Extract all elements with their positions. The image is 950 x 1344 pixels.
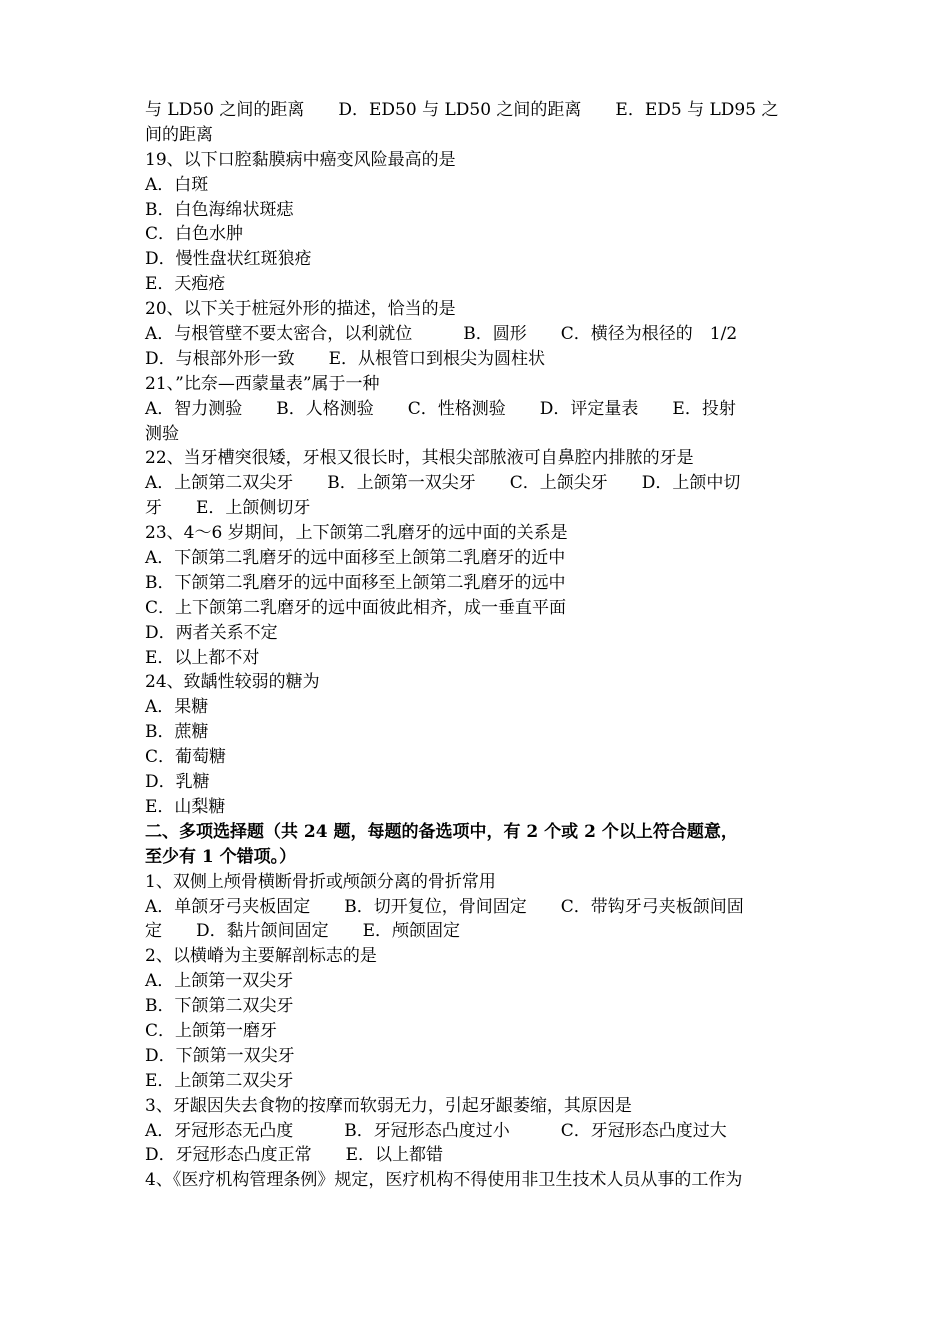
option-line: A．单颌牙弓夹板固定 B．切开复位，骨间固定 C．带钩牙弓夹板颌间固 bbox=[145, 896, 744, 917]
option-line: 定 D．黏片颌间固定 E．颅颌固定 bbox=[145, 921, 461, 942]
question-2: 2、以横嵴为主要解剖标志的是 bbox=[145, 946, 377, 967]
option-line: B．下颌第二乳磨牙的远中面移至上颌第二乳磨牙的远中 bbox=[145, 572, 566, 593]
text-line: 与 LD50 之间的距离 D．ED50 与 LD50 之间的距离 E．ED5 与 LD95 之 bbox=[145, 100, 779, 120]
question-1: 1、双侧上颅骨横断骨折或颅颌分离的骨折常用 bbox=[145, 871, 496, 892]
option-line: C．葡萄糖 bbox=[145, 747, 227, 768]
option-line: D．慢性盘状红斑狼疮 bbox=[145, 249, 312, 270]
option-line: D．与根部外形一致 E．从根管口到根尖为圆柱状 bbox=[145, 348, 546, 369]
question-22: 22、当牙槽突很矮，牙根又很长时，其根尖部脓液可自鼻腔内排脓的牙是 bbox=[145, 448, 694, 469]
option-line: B．白色海绵状斑痣 bbox=[145, 199, 294, 220]
question-21: 21、”比奈—西蒙量表”属于一种 bbox=[145, 373, 380, 394]
text-line: 间的距离 bbox=[145, 124, 213, 145]
section-heading: 至少有 1 个错项。） bbox=[145, 846, 297, 867]
option-line: C．上下颌第二乳磨牙的远中面彼此相齐，成一垂直平面 bbox=[145, 597, 567, 618]
option-line: E．天疱疮 bbox=[145, 274, 226, 295]
option-line: D．下颌第一双尖牙 bbox=[145, 1045, 295, 1066]
question-3: 3、牙龈因失去食物的按摩而软弱无力，引起牙龈萎缩，其原因是 bbox=[145, 1095, 632, 1116]
question-4: 4、《医疗机构管理条例》规定，医疗机构不得使用非卫生技术人员从事的工作为 bbox=[145, 1170, 743, 1191]
option-line: D．牙冠形态凸度正常 E．以上都错 bbox=[145, 1145, 444, 1166]
document-page bbox=[145, 98, 810, 1193]
option-line: A．智力测验 B．人格测验 C．性格测验 D．评定量表 E．投射 bbox=[145, 398, 736, 419]
option-line: A．上颌第一双尖牙 bbox=[145, 971, 294, 992]
option-line: A．与根管壁不要太密合，以利就位 B．圆形 C．横径为根径的 1/2 bbox=[145, 324, 738, 345]
option-line: E．上颌第二双尖牙 bbox=[145, 1070, 294, 1091]
question-19: 19、以下口腔黏膜病中癌变风险最高的是 bbox=[145, 149, 456, 170]
option-line: 测验 bbox=[145, 423, 179, 444]
option-line: D．乳糖 bbox=[145, 772, 210, 793]
question-24: 24、致龋性较弱的糖为 bbox=[145, 672, 320, 693]
option-line: D．两者关系不定 bbox=[145, 622, 278, 643]
option-line: A．白斑 bbox=[145, 174, 209, 195]
section-heading: 二、多项选择题（共 24 题，每题的备选项中，有 2 个或 2 个以上符合题意， bbox=[145, 821, 738, 842]
option-line: E．山梨糖 bbox=[145, 796, 226, 817]
option-line: 牙 E．上颌侧切牙 bbox=[145, 498, 311, 519]
option-line: C．上颌第一磨牙 bbox=[145, 1020, 278, 1041]
option-line: A．牙冠形态无凸度 B．牙冠形态凸度过小 C．牙冠形态凸度过大 bbox=[145, 1120, 727, 1141]
option-line: E．以上都不对 bbox=[145, 647, 260, 668]
option-line: A．果糖 bbox=[145, 697, 209, 718]
option-line: A．上颌第二双尖牙 B．上颌第一双尖牙 C．上颌尖牙 D．上颌中切 bbox=[145, 473, 741, 494]
option-line: A．下颌第二乳磨牙的远中面移至上颌第二乳磨牙的近中 bbox=[145, 548, 566, 569]
question-20: 20、以下关于桩冠外形的描述，恰当的是 bbox=[145, 299, 456, 320]
option-line: C．白色水肿 bbox=[145, 224, 244, 245]
question-23: 23、4～6 岁期间，上下颌第二乳磨牙的远中面的关系是 bbox=[145, 523, 568, 544]
option-line: B．下颌第二双尖牙 bbox=[145, 996, 294, 1017]
option-line: B．蔗糖 bbox=[145, 722, 209, 743]
